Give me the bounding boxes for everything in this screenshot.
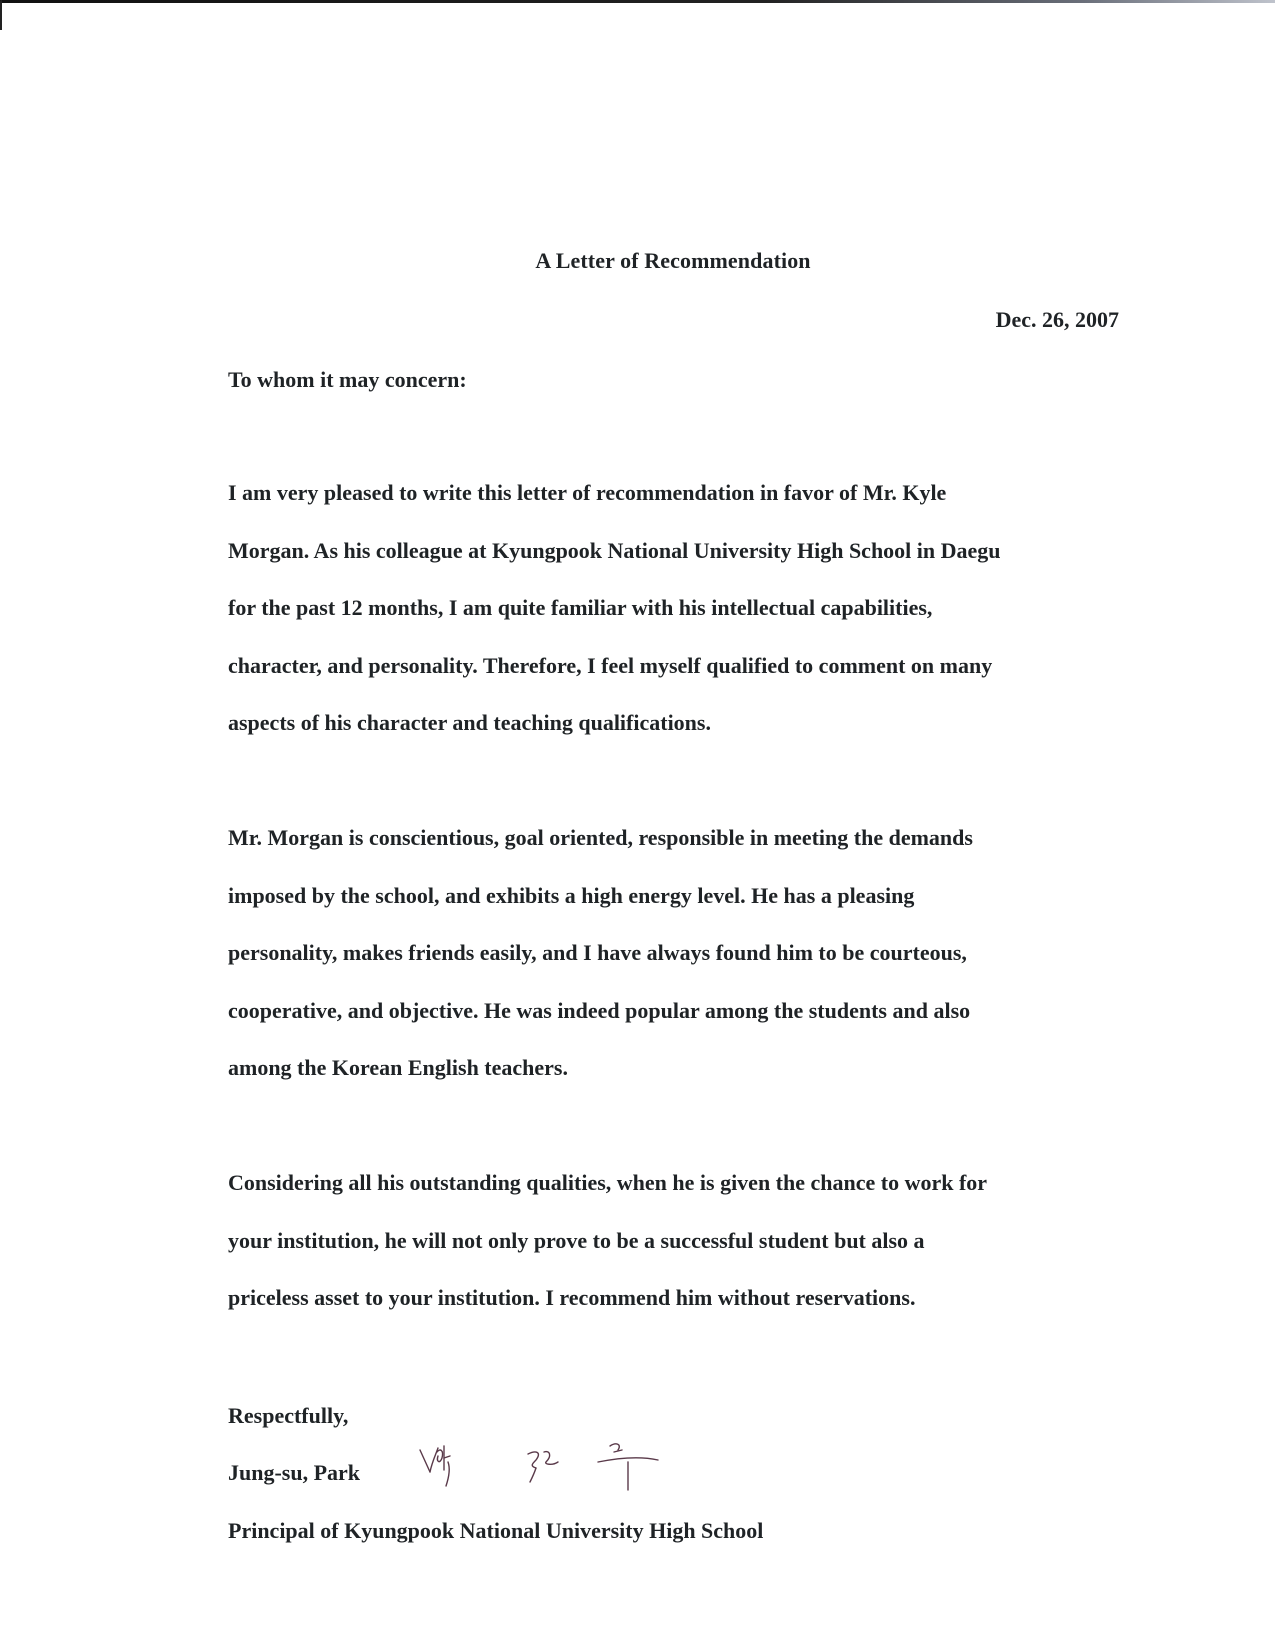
paragraph-line: I am very pleased to write this letter of recommendation in favor of Mr. Kyle (228, 480, 947, 505)
closing: Respectfully, (228, 1403, 349, 1428)
letter-title: A Letter of Recommendation (535, 248, 811, 273)
handwritten-signature-icon (418, 1440, 708, 1512)
paragraph-line: Considering all his outstanding qualities, when he is given the chance to work for (228, 1170, 988, 1195)
paragraph-line: for the past 12 months, I am quite familiar with his intellectual capabilities, (228, 595, 933, 620)
signer-title: Principal of Kyungpook National University High School (228, 1518, 764, 1543)
paragraph-line: your institution, he will not only prove to be a successful student but also a (228, 1227, 925, 1253)
paragraph-line: imposed by the school, and exhibits a high energy level. He has a pleasing (228, 882, 915, 908)
paragraph-line: character, and personality. Therefore, I feel myself qualified to comment on many (228, 652, 993, 678)
salutation: To whom it may concern: (228, 367, 467, 392)
letter-date: Dec. 26, 2007 (995, 307, 1119, 332)
paragraph-3 (228, 1172, 1118, 1345)
paragraph-1 (228, 482, 1118, 770)
paragraph-line: priceless asset to your institution. I recommend him without reservations. (228, 1285, 916, 1310)
paragraph-line: personality, makes friends easily, and I have always found him to be courteous, (228, 940, 967, 965)
paragraph-2 (228, 827, 1118, 1115)
paragraph-line: among the Korean English teachers. (228, 1055, 568, 1080)
paragraph-line: Morgan. As his colleague at Kyungpook National University High School in Daegu (228, 537, 1001, 563)
paragraph-line: aspects of his character and teaching qualifications. (228, 710, 711, 735)
paragraph-line: Mr. Morgan is conscientious, goal oriented, responsible in meeting the demands (228, 825, 973, 850)
paragraph-line: cooperative, and objective. He was indeed popular among the students and also (228, 997, 971, 1023)
signer-name: Jung-su, Park (228, 1460, 361, 1485)
